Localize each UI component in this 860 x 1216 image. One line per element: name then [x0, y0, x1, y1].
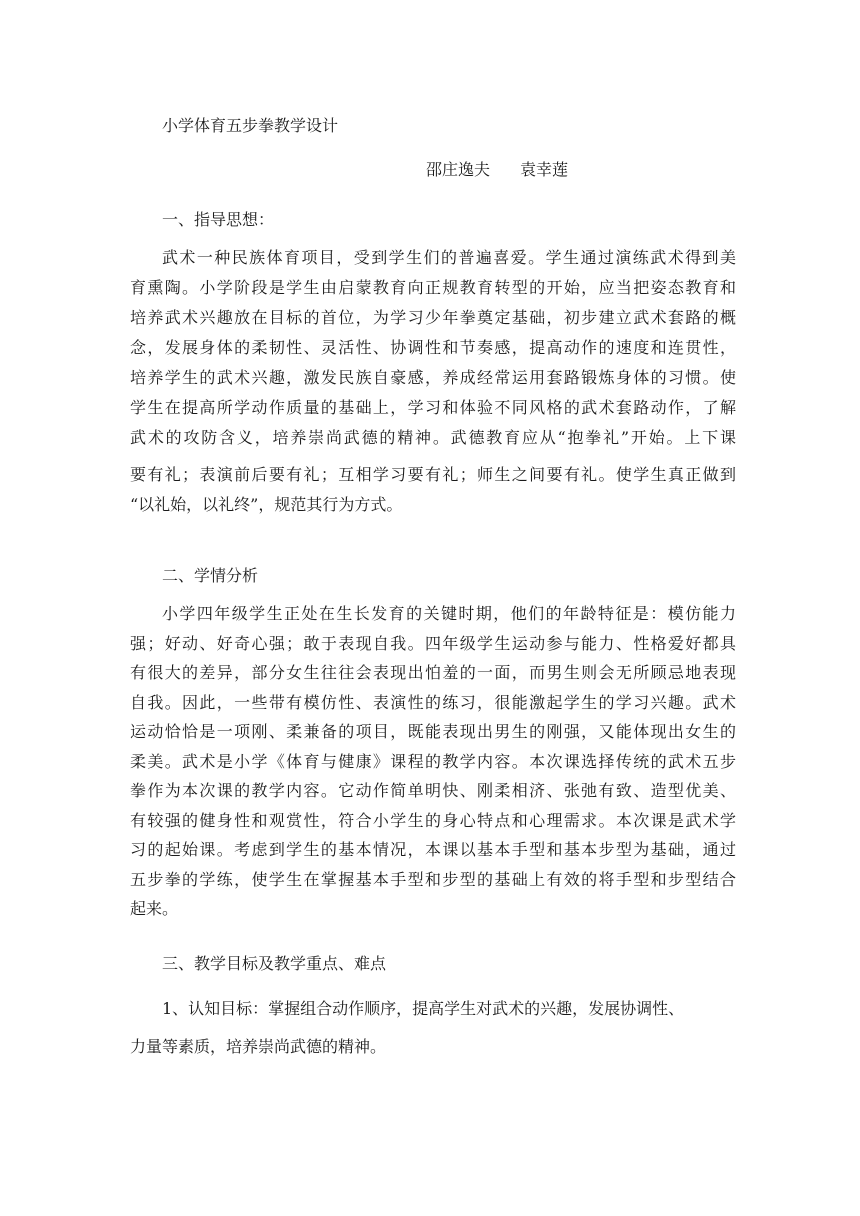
text-line: 自我。因此，一些带有模仿性、表演性的练习，很能激起学生的学习兴趣。武术 — [130, 692, 736, 712]
text-line: 五步拳的学练，使学生在掌握基本手型和步型的基础上有效的将手型和步型结合 — [130, 869, 736, 889]
text-line: 有很大的差异，部分女生往往会表现出怕羞的一面，而男生则会无所顾忌地表现 — [130, 663, 736, 682]
text-line: 起来。 — [130, 899, 179, 918]
text-line: “以礼始，以礼终”，规范其行为方式。 — [130, 495, 403, 514]
text-line: 拳作为本次课的教学内容。它动作简单明快、刚柔相济、张弛有致、造型优美、 — [130, 781, 736, 800]
section-heading-guiding-thought: 一、指导思想： — [162, 210, 275, 229]
text-line: 培养学生的武术兴趣，激发民族自豪感，养成经常运用套路锻炼身体的习惯。使 — [130, 368, 736, 387]
text-line: 力量等素质，培养崇尚武德的精神。 — [130, 1037, 387, 1056]
text-line: 要有礼；表演前后要有礼；互相学习要有礼；师生之间要有礼。使学生真正做到 — [130, 465, 736, 484]
document-title: 小学体育五步拳教学设计 — [162, 116, 339, 135]
paragraph-guiding-thought — [130, 243, 736, 520]
author-name: 袁幸莲 — [520, 160, 569, 179]
section-heading-teaching-objectives: 三、教学目标及教学重点、难点 — [162, 954, 387, 973]
text-line: 有较强的健身性和观赏性，符合小学生的身心特点和心理需求。本次课是武术学 — [130, 810, 736, 830]
text-line: 运动恰恰是一项刚、柔兼备的项目，既能表现出男生的刚强，又能体现出女生的 — [130, 722, 736, 741]
text-line: 培养武术兴趣放在目标的首位，为学习少年拳奠定基础，初步建立武术套路的概 — [130, 308, 736, 327]
section-heading-learner-analysis: 二、学情分析 — [162, 566, 259, 585]
author-name: 邵庄逸夫 — [426, 160, 491, 179]
text-line: 育熏陶。小学阶段是学生由启蒙教育向正规教育转型的开始，应当把姿态教育和 — [130, 278, 736, 297]
text-line: 强；好动、好奇心强；敢于表现自我。四年级学生运动参与能力、性格爱好都具 — [130, 633, 736, 653]
text-line: 念，发展身体的柔韧性、灵活性、协调性和节奏感，提高动作的速度和连贯性， — [130, 338, 736, 357]
text-line: 小学四年级学生正处在生长发育的关键时期，他们的年龄特征是：模仿能力 — [162, 604, 736, 623]
paragraph-teaching-objectives — [130, 990, 736, 1066]
text-line: 武术一种民族体育项目，受到学生们的普遍喜爱。学生通过演练武术得到美 — [162, 248, 736, 267]
text-line: 1、认知目标：掌握组合动作顺序，提高学生对武术的兴趣，发展协调性、 — [162, 999, 685, 1018]
text-line: 武术的攻防含义，培养崇尚武德的精神。武德教育应从“抱拳礼”开始。上下课 — [130, 428, 736, 447]
paragraph-learner-analysis — [130, 599, 736, 924]
author-line — [426, 158, 568, 182]
text-line: 习的起始课。考虑到学生的基本情况，本课以基本手型和基本步型为基础，通过 — [130, 840, 736, 859]
text-line: 学生在提高所学动作质量的基础上，学习和体验不同风格的武术套路动作，了解 — [130, 398, 736, 417]
text-line: 柔美。武术是小学《体育与健康》课程的教学内容。本次课选择传统的武术五步 — [130, 751, 736, 771]
